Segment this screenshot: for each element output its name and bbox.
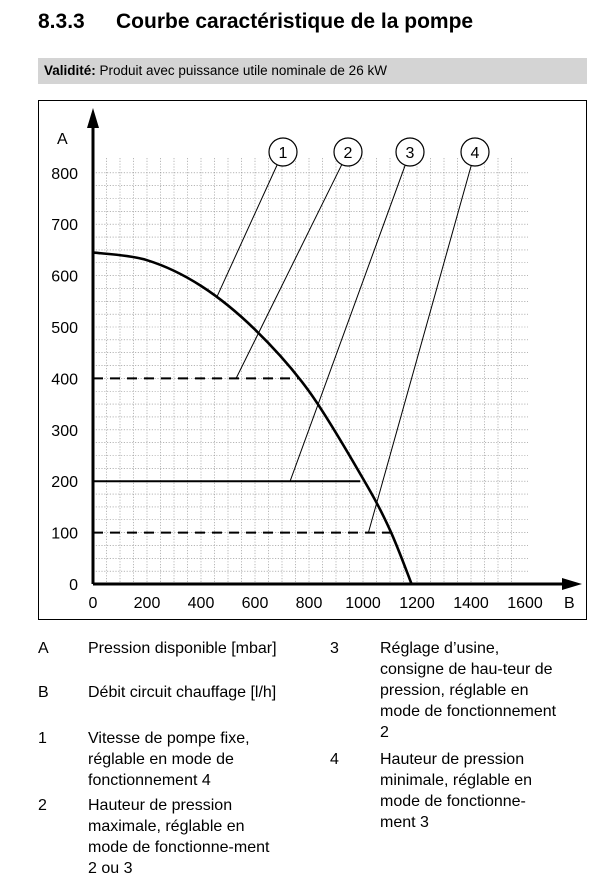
callout-label-4: 4 [470,145,480,162]
callout-label-2: 2 [343,145,353,162]
legend-key: B [38,684,49,701]
y-tick-label: 600 [51,268,78,286]
legend-text: Débit circuit chauffage [l/h] [88,684,277,701]
y-tick-label: 500 [51,320,78,337]
legend-text: Vitesse de pompe fixe, réglable en mode de fonctionnement 4 [88,730,250,789]
callout-leader-3 [290,165,405,481]
x-tick-label: 1600 [507,595,543,612]
y-tick-label: 300 [51,422,78,440]
series-line-1 [93,252,412,584]
legend-key: 4 [330,751,339,768]
section-title: Courbe caractéristique de la pompe [116,10,474,33]
validity-text: Produit avec puissance utile nominale de 26 kW [99,63,387,78]
y-tick-label: 100 [51,525,78,543]
x-tick-label: 1200 [399,595,435,612]
x-tick-label: 1000 [345,595,381,612]
callout-leader-4 [368,165,471,532]
callout-label-1: 1 [278,145,288,162]
y-tick-label: 800 [51,165,78,183]
legend-text: Hauteur de pression maximale, réglable en mode de fonctionne-ment 2 ou 3 [88,797,270,877]
y-tick-label: 0 [69,577,78,594]
x-axis-letter: B [564,595,575,612]
callout-leader-2 [236,165,342,379]
legend-text: Pression disponible [mbar] [88,640,277,657]
legend-key: A [38,640,49,657]
legend-key: 3 [330,640,339,657]
x-tick-label: 800 [295,595,323,612]
x-tick-label: 1400 [453,595,489,612]
y-tick-label: 200 [51,474,78,492]
legend-key: 1 [38,730,47,747]
section-heading [38,10,473,34]
legend-text: Réglage d’usine, consigne de hau-teur de pression, réglable en mode de fonctionnement 2 [380,640,557,741]
y-axis-letter: A [57,131,68,148]
section-number: 8.3.3 [38,10,85,33]
y-axis-arrow [87,108,99,128]
callout-label-3: 3 [405,145,415,162]
x-tick-label: 400 [187,595,215,612]
legend-text: Hauteur de pression minimale, réglable en mode de fonctionne-ment 3 [380,751,533,831]
validity-bar [38,58,587,84]
legend-key: 2 [38,797,47,814]
y-tick-label: 400 [51,371,78,389]
x-tick-label: 0 [88,595,98,612]
x-axis-arrow [562,578,582,590]
x-tick-label: 600 [241,595,269,612]
validity-label: Validité: [44,63,96,78]
callout-leader-1 [217,165,277,296]
x-tick-label: 200 [133,595,161,612]
y-tick-label: 700 [51,217,78,235]
pump-curve-chart [38,100,587,620]
